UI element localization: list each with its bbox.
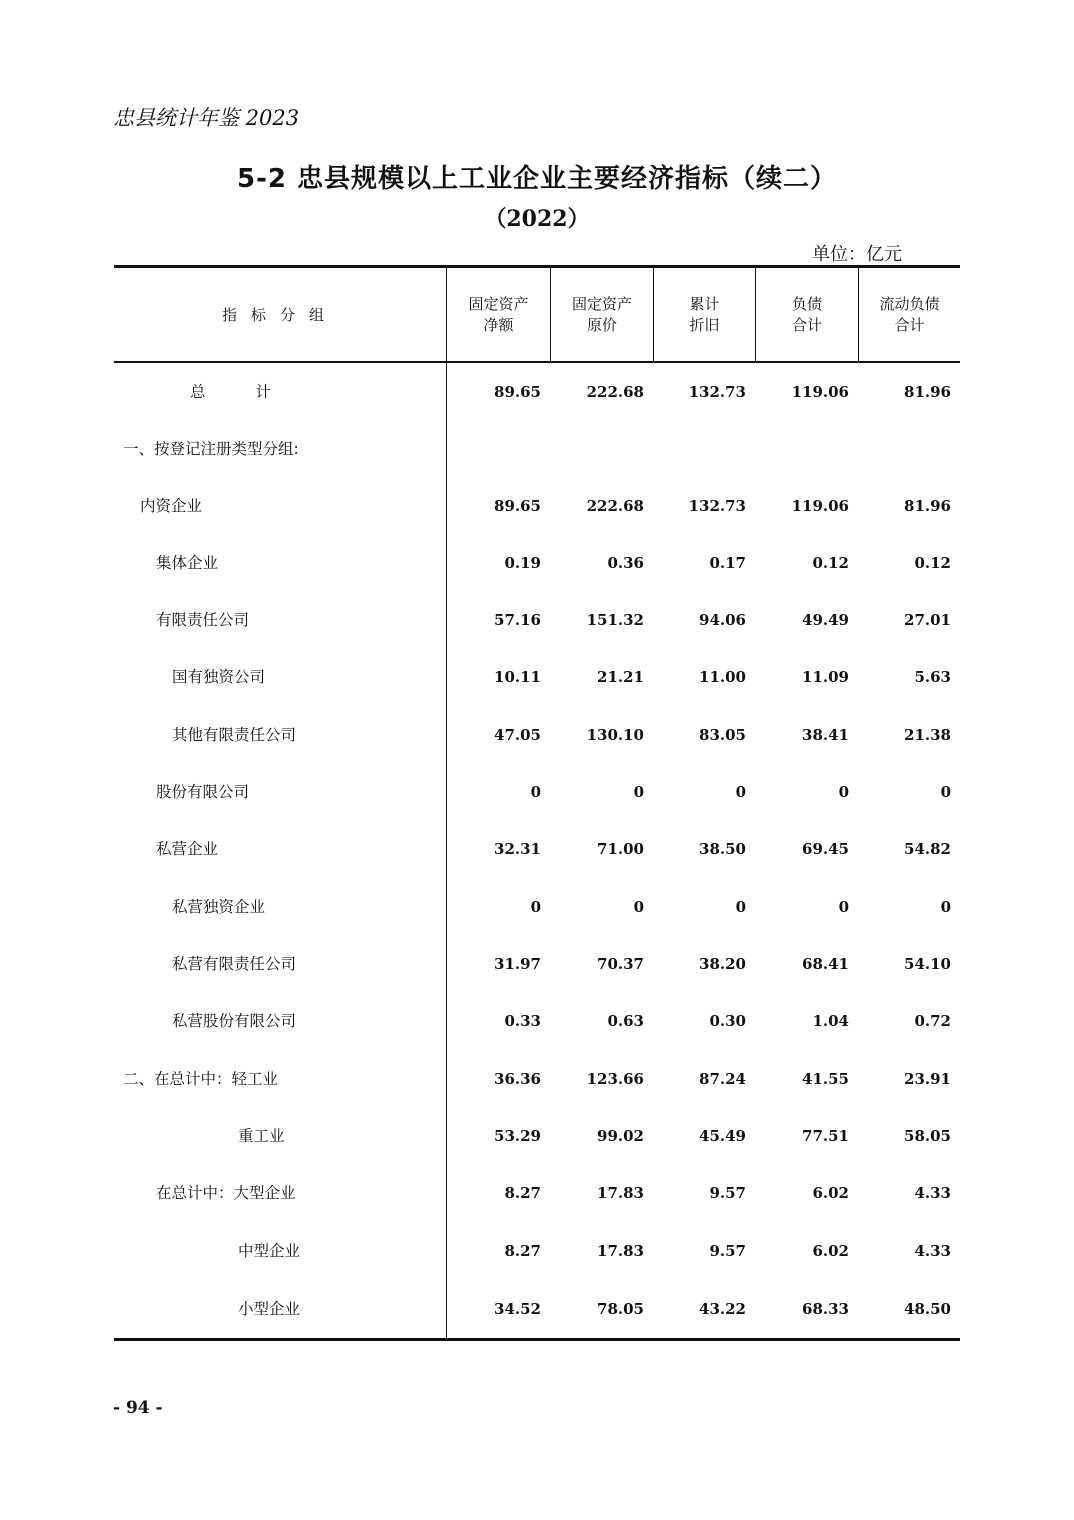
cell: 17.83 — [597, 1184, 644, 1202]
cell: 41.55 — [802, 1070, 849, 1088]
cell: 11.09 — [802, 668, 849, 686]
table-year: （2022） — [484, 206, 590, 232]
row-label: 私营股份有限公司 — [172, 1012, 297, 1030]
table-row — [0, 1236, 1074, 1266]
cell: 0 — [838, 783, 849, 801]
cell: 11.00 — [699, 668, 746, 686]
table-row — [0, 1121, 1074, 1151]
cell: 0.36 — [607, 554, 644, 572]
row-label: 私营有限责任公司 — [172, 955, 297, 973]
table-bottom-rule — [114, 1338, 960, 1341]
row-label: 私营企业 — [156, 840, 219, 858]
cell: 4.33 — [914, 1242, 951, 1260]
cell: 36.36 — [494, 1070, 541, 1088]
cell: 1.04 — [812, 1012, 849, 1030]
cell: 54.82 — [904, 840, 951, 858]
cell: 23.91 — [904, 1070, 951, 1088]
page-number: - 94 - — [113, 1398, 163, 1418]
cell: 222.68 — [586, 497, 644, 515]
table-row — [0, 1064, 1074, 1094]
row-label: 重工业 — [238, 1127, 285, 1145]
cell: 77.51 — [802, 1127, 849, 1145]
row-label: 小型企业 — [238, 1300, 301, 1318]
cell: 32.31 — [494, 840, 541, 858]
row-label: 总计 — [190, 383, 322, 401]
cell: 38.20 — [699, 955, 746, 973]
cell: 0.72 — [914, 1012, 951, 1030]
cell: 57.16 — [494, 611, 541, 629]
row-label: 其他有限责任公司 — [172, 726, 297, 744]
cell: 49.49 — [802, 611, 849, 629]
cell: 0.12 — [914, 554, 951, 572]
cell: 70.37 — [597, 955, 644, 973]
table-row — [0, 834, 1074, 864]
table-row — [0, 377, 1074, 407]
table-row — [0, 662, 1074, 692]
table-row — [0, 434, 1074, 464]
cell: 123.66 — [586, 1070, 644, 1088]
cell: 87.24 — [699, 1070, 746, 1088]
cell: 0.17 — [709, 554, 746, 572]
cell: 43.22 — [699, 1300, 746, 1318]
cell: 21.21 — [597, 668, 644, 686]
cell: 4.33 — [914, 1184, 951, 1202]
row-label: 一、按登记注册类型分组: — [123, 440, 299, 458]
cell: 0.19 — [504, 554, 541, 572]
cell: 0 — [735, 783, 746, 801]
cell: 0 — [530, 898, 541, 916]
cell: 81.96 — [904, 383, 951, 401]
row-label: 二、在总计中：轻工业 — [123, 1070, 279, 1088]
cell: 89.65 — [494, 383, 541, 401]
row-label: 中型企业 — [238, 1242, 301, 1260]
column-header-original-fixed-assets: 固定资产 原价 — [571, 295, 632, 334]
table-row — [0, 605, 1074, 635]
cell: 27.01 — [904, 611, 951, 629]
cell: 9.57 — [709, 1242, 746, 1260]
cell: 0 — [940, 783, 951, 801]
cell: 0.33 — [504, 1012, 541, 1030]
cell: 71.00 — [597, 840, 644, 858]
cell: 0 — [633, 783, 644, 801]
table-row — [0, 548, 1074, 578]
unit-label: 单位：亿元 — [812, 244, 902, 265]
cell: 69.45 — [802, 840, 849, 858]
stub-header: 指标分组 — [221, 305, 338, 324]
table-title: 5-2 忠县规模以上工业企业主要经济指标（续二） — [236, 164, 838, 194]
cell: 0 — [838, 898, 849, 916]
cell: 94.06 — [699, 611, 746, 629]
cell: 10.11 — [494, 668, 541, 686]
row-label: 集体企业 — [156, 554, 219, 572]
cell: 83.05 — [699, 726, 746, 744]
cell: 21.38 — [904, 726, 951, 744]
column-header-net-fixed-assets: 固定资产 净额 — [468, 295, 529, 334]
cell: 38.50 — [699, 840, 746, 858]
table-row — [0, 1006, 1074, 1036]
cell: 48.50 — [904, 1300, 951, 1318]
cell: 47.05 — [494, 726, 541, 744]
running-header: 忠县统计年鉴 2023 — [113, 106, 300, 130]
cell: 6.02 — [812, 1184, 849, 1202]
cell: 38.41 — [802, 726, 849, 744]
cell: 222.68 — [586, 383, 644, 401]
cell: 0 — [940, 898, 951, 916]
table-row — [0, 777, 1074, 807]
cell: 53.29 — [494, 1127, 541, 1145]
column-header-current-liabilities: 流动负债 合计 — [879, 295, 940, 334]
cell: 99.02 — [597, 1127, 644, 1145]
row-label: 在总计中：大型企业 — [156, 1184, 296, 1202]
row-label: 私营独资企业 — [172, 898, 266, 916]
cell: 132.73 — [688, 497, 746, 515]
cell: 45.49 — [699, 1127, 746, 1145]
cell: 54.10 — [904, 955, 951, 973]
cell: 130.10 — [586, 726, 644, 744]
table-row — [0, 720, 1074, 750]
cell: 0 — [735, 898, 746, 916]
table-row — [0, 1178, 1074, 1208]
cell: 78.05 — [597, 1300, 644, 1318]
cell: 17.83 — [597, 1242, 644, 1260]
column-header-accumulated-depreciation: 累计 折旧 — [689, 295, 720, 334]
column-header-total-liabilities: 负债 合计 — [791, 295, 822, 334]
row-label: 国有独资公司 — [172, 668, 266, 686]
cell: 68.41 — [802, 955, 849, 973]
cell: 0 — [530, 783, 541, 801]
cell: 119.06 — [791, 383, 849, 401]
table-row — [0, 1294, 1074, 1324]
cell: 0.30 — [709, 1012, 746, 1030]
row-label: 有限责任公司 — [156, 611, 250, 629]
table-row — [0, 491, 1074, 521]
table-row — [0, 949, 1074, 979]
cell: 68.33 — [802, 1300, 849, 1318]
cell: 58.05 — [904, 1127, 951, 1145]
cell: 31.97 — [494, 955, 541, 973]
cell: 8.27 — [504, 1184, 541, 1202]
cell: 0.12 — [812, 554, 849, 572]
cell: 89.65 — [494, 497, 541, 515]
cell: 5.63 — [914, 668, 951, 686]
cell: 0 — [633, 898, 644, 916]
cell: 9.57 — [709, 1184, 746, 1202]
row-label: 内资企业 — [140, 497, 203, 515]
cell: 8.27 — [504, 1242, 541, 1260]
cell: 34.52 — [494, 1300, 541, 1318]
cell: 0.63 — [607, 1012, 644, 1030]
cell: 151.32 — [586, 611, 644, 629]
table-row — [0, 892, 1074, 922]
cell: 119.06 — [791, 497, 849, 515]
cell: 6.02 — [812, 1242, 849, 1260]
cell: 81.96 — [904, 497, 951, 515]
row-label: 股份有限公司 — [156, 783, 250, 801]
cell: 132.73 — [688, 383, 746, 401]
